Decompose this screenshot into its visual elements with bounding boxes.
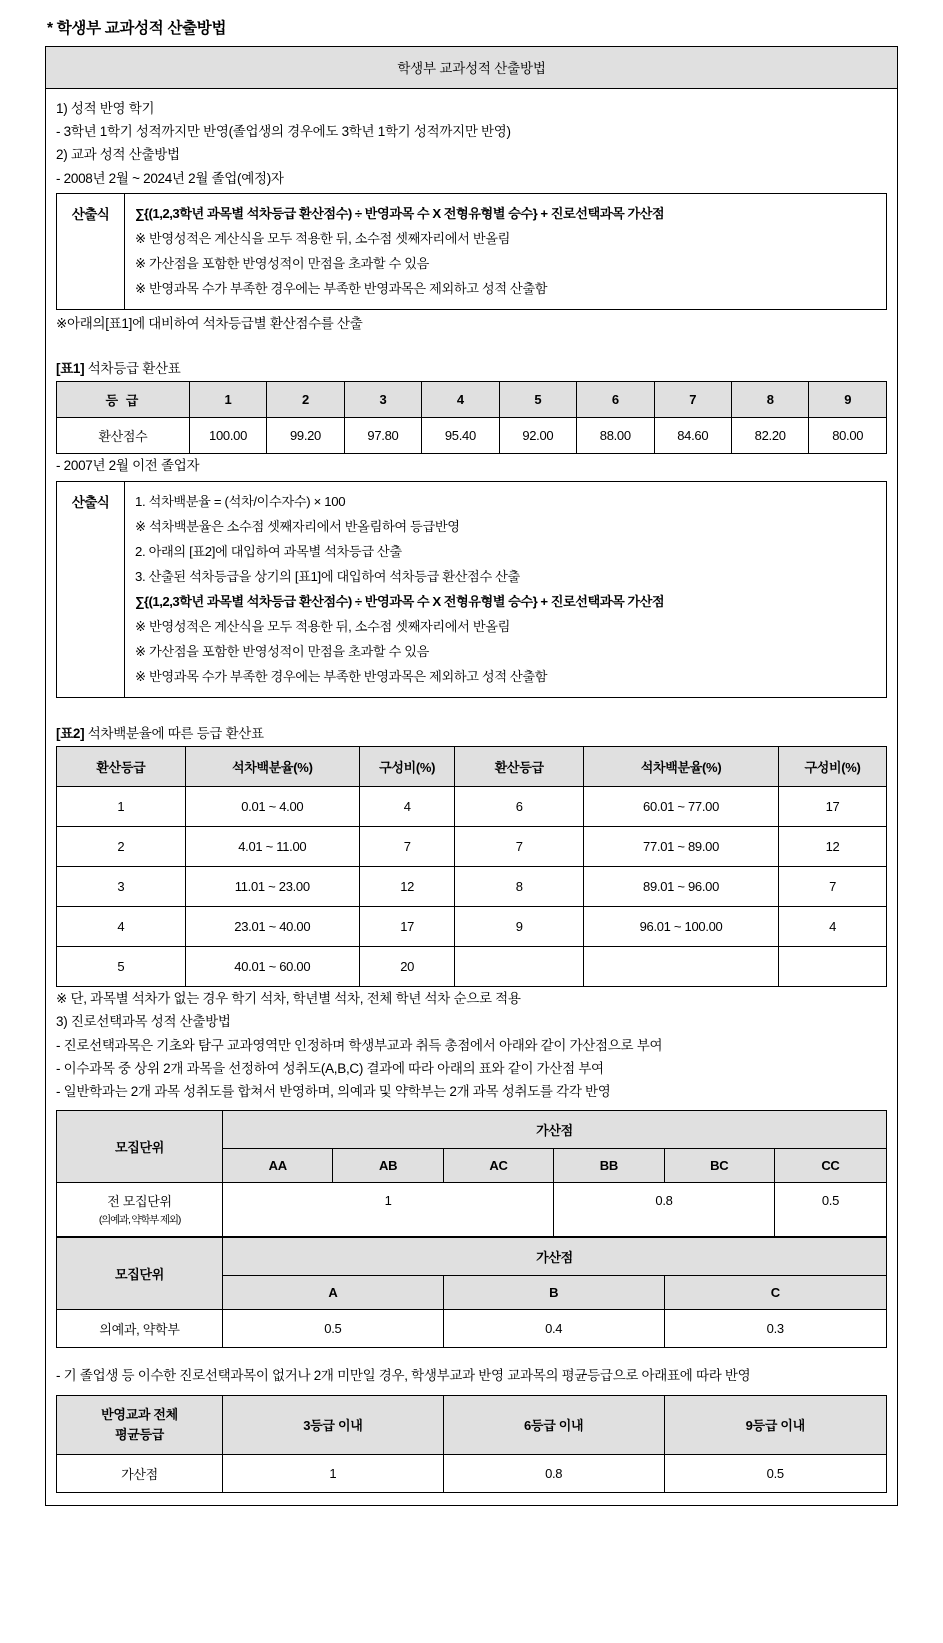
bonus-med-grade-B: B (443, 1276, 664, 1310)
table1-score-1: 100.00 (189, 418, 266, 454)
table2-header-2: 구성비(%) (359, 747, 454, 787)
bonus-med-row-label: 의예과, 약학부 (57, 1310, 223, 1348)
bonus-table-medical (56, 1237, 887, 1348)
table2-r3c0: 4 (57, 907, 186, 947)
bonus-general-value-3: 0.5 (774, 1183, 886, 1237)
bonus-general-grade-AC: AC (443, 1149, 553, 1183)
formula-legacy-line-2: ※ 석차백분율은 소수점 셋째자리에서 반올림하여 등급반영 (135, 518, 460, 534)
table-row (57, 907, 887, 947)
avg-grade-row-label: 가산점 (57, 1454, 223, 1492)
document-outer-box (45, 46, 898, 1506)
table1-grade-7: 7 (654, 382, 731, 418)
table2-r4c2: 20 (359, 947, 454, 987)
table1-caption (56, 357, 887, 377)
table1-grade-9: 9 (809, 382, 887, 418)
table-row (57, 787, 887, 827)
table1-score-6: 88.00 (577, 418, 654, 454)
table2-r2c4: 89.01 ~ 96.00 (584, 867, 779, 907)
section1-dash-line: - 3학년 1학기 성적까지만 반영(졸업생의 경우에도 3학년 1학기 성적까지만 반영) (56, 124, 511, 140)
bonus-general-row-label (57, 1183, 223, 1237)
formula-legacy-line-1: 1. 석차백분율 = (석차/이수자수) × 100 (135, 493, 346, 509)
table1-grade-conversion (56, 381, 887, 454)
formula-content (125, 193, 887, 309)
avg-grade-header-9: 9등급 이내 (664, 1395, 886, 1454)
table2-r0c5: 17 (779, 787, 887, 827)
table2-r2c5: 7 (779, 867, 887, 907)
section2-note-after: ※아래의[표1]에 대비하여 석차등급별 환산점수를 산출 (56, 316, 363, 332)
bonus-general-grade-BB: BB (554, 1149, 664, 1183)
avg-grade-col1-header-line2: 평균등급 (114, 1426, 165, 1442)
formula-label: 산출식 (57, 193, 125, 309)
table2-header-row (57, 747, 887, 787)
table1-score-3: 97.80 (344, 418, 421, 454)
table2-header-0: 환산등급 (57, 747, 186, 787)
bonus-med-value-C: 0.3 (664, 1310, 886, 1348)
bonus-med-col1-header: 모집단위 (57, 1238, 223, 1310)
bonus-table-general (56, 1110, 887, 1237)
table2-r3c5: 4 (779, 907, 887, 947)
section2-number-line: 2) 교과 성적 산출방법 (56, 147, 180, 163)
avg-grade-value-3: 0.5 (664, 1454, 886, 1492)
table2-r0c4: 60.01 ~ 77.00 (584, 787, 779, 827)
bonus-general-header-row-1 (57, 1111, 887, 1149)
bonus-med-grade-A: A (223, 1276, 444, 1310)
bonus-med-value-A: 0.5 (223, 1310, 444, 1348)
table2-r3c3: 9 (455, 907, 584, 947)
table2-caption-bold: [표2] (56, 726, 85, 742)
section3-dash-line-2: - 이수과목 중 상위 2개 과목을 선정하여 성취도(A,B,C) 결과에 따라 아래의 표와 같이 가산점 부여 (56, 1060, 604, 1076)
bonus-general-grade-AA: AA (223, 1149, 333, 1183)
table1-grade-3: 3 (344, 382, 421, 418)
table2-caption (56, 722, 887, 742)
table-row (57, 1454, 887, 1492)
table2-r1c0: 2 (57, 827, 186, 867)
table1-score-row (57, 418, 887, 454)
section3-dash-line-1: - 진로선택과목은 기초와 탐구 교과영역만 인정하며 학생부교과 취득 총점에서 아래와 같이 가산점으로 부여 (56, 1037, 663, 1053)
table1-score-7: 84.60 (654, 418, 731, 454)
section1-number-line: 1) 성적 반영 학기 (56, 101, 155, 116)
bonus-med-grade-C: C (664, 1276, 886, 1310)
formula-box-legacy (56, 481, 887, 699)
table1-grade-4: 4 (422, 382, 499, 418)
table1-score-2: 99.20 (267, 418, 344, 454)
document-body (46, 89, 897, 1505)
table2-r0c3: 6 (455, 787, 584, 827)
table2-r3c2: 17 (359, 907, 454, 947)
table1-grade-8: 8 (731, 382, 808, 418)
formula-legacy-content (125, 481, 887, 698)
avg-grade-value-1: 1 (223, 1454, 444, 1492)
table2-caption-rest: 석차백분율에 따른 등급 환산표 (84, 726, 264, 742)
table-row (57, 1310, 887, 1348)
table-row (57, 1183, 887, 1237)
table2-r4c3 (455, 947, 584, 987)
table1-header-row (57, 382, 887, 418)
table2-r3c4: 96.01 ~ 100.00 (584, 907, 779, 947)
section3-dash-line-3: - 일반학과는 2개 과목 성취도를 합쳐서 반영하며, 의예과 및 약학부는 2개 과목 성취도를 각각 반영 (56, 1084, 611, 1100)
table2-r2c2: 12 (359, 867, 454, 907)
table1-score-9: 80.00 (809, 418, 887, 454)
table1-grade-5: 5 (499, 382, 576, 418)
table2-r0c1: 0.01 ~ 4.00 (185, 787, 359, 827)
bonus-general-grade-CC: CC (774, 1149, 886, 1183)
bonus-general-value-2: 0.8 (554, 1183, 775, 1237)
table1-grade-6: 6 (577, 382, 654, 418)
table1-row-header-1: 등 급 (57, 382, 190, 418)
formula-note-1: ※ 반영성적은 계산식을 모두 적용한 뒤, 소수점 셋째자리에서 반올림 (135, 230, 511, 246)
section2-dash-line: - 2008년 2월 ~ 2024년 2월 졸업(예정)자 (56, 170, 284, 186)
table1-score-8: 82.20 (731, 418, 808, 454)
table2-header-3: 환산등급 (455, 747, 584, 787)
document-title-bar: 학생부 교과성적 산출방법 (46, 47, 897, 89)
formula-note-3: ※ 반영과목 수가 부족한 경우에는 부족한 반영과목은 제외하고 성적 산출함 (135, 281, 548, 297)
table-row (57, 827, 887, 867)
bonus-general-grade-AB: AB (333, 1149, 443, 1183)
avg-grade-header-3: 3등급 이내 (223, 1395, 444, 1454)
table2-r0c2: 4 (359, 787, 454, 827)
avg-grade-col1-header (57, 1395, 223, 1454)
table2-r2c3: 8 (455, 867, 584, 907)
bonus-general-span-header: 가산점 (223, 1111, 887, 1149)
document-heading: * 학생부 교과성적 산출방법 (47, 20, 227, 37)
bonus-med-value-B: 0.4 (443, 1310, 664, 1348)
formula-legacy-line-3: 2. 아래의 [표2]에 대입하여 과목별 석차등급 산출 (135, 543, 402, 559)
bonus-med-span-header: 가산점 (223, 1238, 887, 1276)
table2-r1c5: 12 (779, 827, 887, 867)
table1-score-4: 95.40 (422, 418, 499, 454)
bonus-general-row-label-main: 전 모집단위 (107, 1193, 172, 1209)
formula-legacy-line-8: ※ 반영과목 수가 부족한 경우에는 부족한 반영과목은 제외하고 성적 산출함 (135, 669, 548, 685)
avg-grade-header-row (57, 1395, 887, 1454)
bonus-general-value-1: 1 (223, 1183, 554, 1237)
bonus-general-col1-header: 모집단위 (57, 1111, 223, 1183)
table1-caption-rest: 석차등급 환산표 (84, 361, 181, 377)
table2-r1c3: 7 (455, 827, 584, 867)
table2-percentile-conversion (56, 746, 887, 987)
section4-dash-line: - 기 졸업생 등 이수한 진로선택과목이 없거나 2개 미만일 경우, 학생부교과 반영 교과목의 평균등급으로 아래표에 따라 반영 (56, 1368, 751, 1384)
table2-r4c4 (584, 947, 779, 987)
table2-header-1: 석차백분율(%) (185, 747, 359, 787)
formula-box-recent (56, 193, 887, 310)
table2-r3c1: 23.01 ~ 40.00 (185, 907, 359, 947)
formula-legacy-label: 산출식 (57, 481, 125, 698)
table2-r4c5 (779, 947, 887, 987)
avg-grade-header-6: 6등급 이내 (443, 1395, 664, 1454)
table1-caption-bold: [표1] (56, 361, 85, 377)
bonus-general-row-label-sub: (의예과, 약학부 제외) (98, 1213, 181, 1226)
avg-grade-value-2: 0.8 (443, 1454, 664, 1492)
formula-note-2: ※ 가산점을 포함한 반영성적이 만점을 초과할 수 있음 (135, 256, 430, 272)
table1-grade-2: 2 (267, 382, 344, 418)
table2-r4c0: 5 (57, 947, 186, 987)
table2-r2c0: 3 (57, 867, 186, 907)
table1-row-header-2: 환산점수 (57, 418, 190, 454)
avg-grade-col1-header-line1: 반영교과 전체 (101, 1406, 178, 1422)
section2b-dash-line: - 2007년 2월 이전 졸업자 (56, 458, 200, 474)
table2-r2c1: 11.01 ~ 23.00 (185, 867, 359, 907)
table1-score-5: 92.00 (499, 418, 576, 454)
formula-legacy-line-4: 3. 산출된 석차등급을 상기의 [표1]에 대입하여 석차등급 환산점수 산출 (135, 568, 520, 584)
bonus-med-header-row-1 (57, 1238, 887, 1276)
formula-main-line: ∑{(1,2,3학년 과목별 석차등급 환산점수) ÷ 반영과목 수 X 전형유형별 승수} + 진로선택과목 가산점 (135, 205, 665, 221)
table2-header-5: 구성비(%) (779, 747, 887, 787)
formula-legacy-line-7: ※ 가산점을 포함한 반영성적이 만점을 초과할 수 있음 (135, 644, 430, 660)
average-grade-bonus-table (56, 1395, 887, 1493)
table2-r1c1: 4.01 ~ 11.00 (185, 827, 359, 867)
table2-r1c4: 77.01 ~ 89.00 (584, 827, 779, 867)
table1-grade-1: 1 (189, 382, 266, 418)
bonus-general-grade-BC: BC (664, 1149, 774, 1183)
table-row (57, 947, 887, 987)
section3-number-line: 3) 진로선택과목 성적 산출방법 (56, 1014, 231, 1030)
table2-r4c1: 40.01 ~ 60.00 (185, 947, 359, 987)
table-row (57, 867, 887, 907)
table2-header-4: 석차백분율(%) (584, 747, 779, 787)
formula-legacy-line-5: ∑{(1,2,3학년 과목별 석차등급 환산점수) ÷ 반영과목 수 X 전형유형별 승수} + 진로선택과목 가산점 (135, 593, 665, 609)
table2-note-after: ※ 단, 과목별 석차가 없는 경우 학기 석차, 학년별 석차, 전체 학년 석차 순으로 적용 (56, 991, 521, 1007)
table2-r0c0: 1 (57, 787, 186, 827)
table2-r1c2: 7 (359, 827, 454, 867)
formula-legacy-line-6: ※ 반영성적은 계산식을 모두 적용한 뒤, 소수점 셋째자리에서 반올림 (135, 619, 511, 635)
